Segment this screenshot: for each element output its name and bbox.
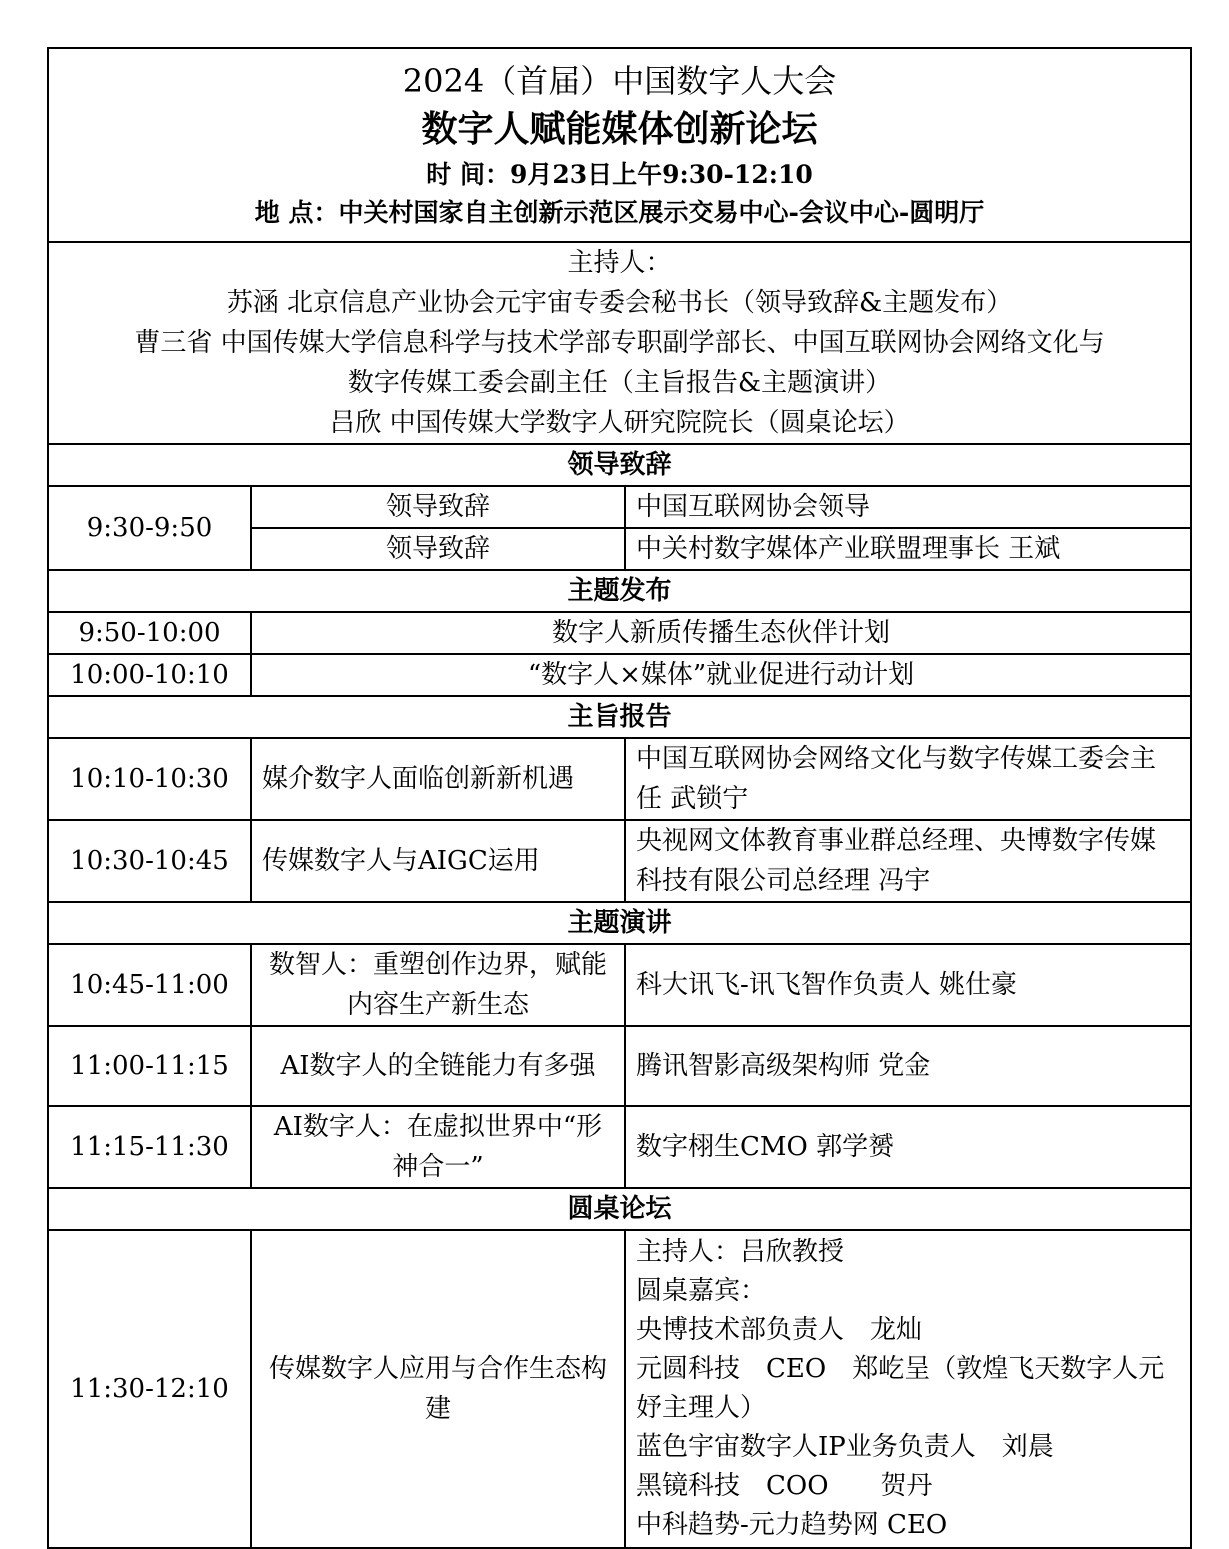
roundtable-guests-cell bbox=[625, 1230, 1191, 1548]
time-cell: 10:30-10:45 bbox=[48, 820, 251, 902]
roundtable-line: 蓝色宇宙数字人IP业务负责人 刘晨 bbox=[636, 1432, 1054, 1462]
forum-title: 数字人赋能媒体创新论坛 bbox=[421, 108, 818, 150]
topic-cell: AI数字人的全链能力有多强 bbox=[251, 1026, 625, 1106]
time-cell: 11:30-12:10 bbox=[48, 1230, 251, 1548]
plan-title-cell: “数字人×媒体”就业促进行动计划 bbox=[251, 654, 1191, 696]
roundtable-line: 圆桌嘉宾： bbox=[636, 1276, 767, 1306]
speaker-cell: 中国互联网协会领导 bbox=[625, 486, 1191, 528]
topic-cell: AI数字人：在虚拟世界中“形神合一” bbox=[251, 1106, 625, 1188]
time-cell: 9:30-9:50 bbox=[48, 486, 251, 570]
roundtable-line: 黑镜科技 COO 贺丹 bbox=[636, 1471, 933, 1501]
table-row bbox=[48, 1230, 1191, 1548]
host-line: 数字传媒工委会副主任（主旨报告&主题演讲） bbox=[347, 368, 892, 398]
table-row bbox=[48, 944, 1191, 1026]
section-heading-release: 主题发布 bbox=[48, 570, 1191, 612]
section-heading-keynote: 主旨报告 bbox=[48, 696, 1191, 738]
topic-cell: 数智人：重塑创作边界，赋能内容生产新生态 bbox=[251, 944, 625, 1026]
section-heading-speeches: 主题演讲 bbox=[48, 902, 1191, 944]
time-cell: 9:50-10:00 bbox=[48, 612, 251, 654]
header-cell bbox=[48, 48, 1191, 242]
host-line: 苏涵 北京信息产业协会元宇宙专委会秘书长（领导致辞&主题发布） bbox=[226, 288, 1013, 318]
speaker-cell: 数字栩生CMO 郭学赟 bbox=[625, 1106, 1191, 1188]
speaker-cell: 中关村数字媒体产业联盟理事长 王斌 bbox=[625, 528, 1191, 570]
time-cell: 10:00-10:10 bbox=[48, 654, 251, 696]
speaker-cell: 央视网文体教育事业群总经理、央博数字传媒科技有限公司总经理 冯宇 bbox=[625, 820, 1191, 902]
speaker-cell: 科大讯飞-讯飞智作负责人 姚仕豪 bbox=[625, 944, 1191, 1026]
agenda-table bbox=[47, 47, 1192, 1549]
topic-cell: 媒介数字人面临创新新机遇 bbox=[251, 738, 625, 820]
host-line: 曹三省 中国传媒大学信息科学与技术学部专职副学部长、中国互联网协会网络文化与 bbox=[134, 328, 1105, 358]
event-place: 地 点：中关村国家自主创新示范区展示交易中心-会议中心-圆明厅 bbox=[254, 198, 985, 227]
speaker-cell: 腾讯智影高级架构师 党金 bbox=[625, 1026, 1191, 1106]
time-cell: 10:45-11:00 bbox=[48, 944, 251, 1026]
section-heading-leader: 领导致辞 bbox=[48, 444, 1191, 486]
speaker-cell: 中国互联网协会网络文化与数字传媒工委会主任 武锁宁 bbox=[625, 738, 1191, 820]
page-title: 2024（首届）中国数字人大会 bbox=[402, 62, 837, 100]
section-heading-roundtable: 圆桌论坛 bbox=[48, 1188, 1191, 1230]
table-row bbox=[48, 486, 1191, 528]
hosts-cell bbox=[48, 242, 1191, 444]
time-cell: 10:10-10:30 bbox=[48, 738, 251, 820]
topic-cell: 传媒数字人应用与合作生态构建 bbox=[251, 1230, 625, 1548]
table-row bbox=[48, 1026, 1191, 1106]
table-row bbox=[48, 820, 1191, 902]
hosts-row bbox=[48, 242, 1191, 444]
event-time: 时 间：9月23日上午9:30-12:10 bbox=[426, 160, 813, 189]
roundtable-line: 央博技术部负责人 龙灿 bbox=[636, 1315, 923, 1345]
time-cell: 11:00-11:15 bbox=[48, 1026, 251, 1106]
time-cell: 11:15-11:30 bbox=[48, 1106, 251, 1188]
topic-cell: 传媒数字人与AIGC运用 bbox=[251, 820, 625, 902]
header-row bbox=[48, 48, 1191, 242]
roundtable-line: 元圆科技 CEO 郑屹呈（敦煌飞天数字人元妤主理人） bbox=[636, 1354, 1165, 1423]
type-cell: 领导致辞 bbox=[251, 486, 625, 528]
roundtable-line: 主持人：吕欣教授 bbox=[636, 1237, 845, 1267]
plan-title-cell: 数字人新质传播生态伙伴计划 bbox=[251, 612, 1191, 654]
table-row bbox=[48, 1106, 1191, 1188]
roundtable-line: 中科趋势-元力趋势网 CEO bbox=[636, 1510, 948, 1540]
type-cell: 领导致辞 bbox=[251, 528, 625, 570]
table-row bbox=[48, 654, 1191, 696]
table-row bbox=[48, 738, 1191, 820]
hosts-label: 主持人： bbox=[567, 248, 672, 278]
table-row bbox=[48, 612, 1191, 654]
host-line: 吕欣 中国传媒大学数字人研究院院长（圆桌论坛） bbox=[329, 408, 910, 438]
